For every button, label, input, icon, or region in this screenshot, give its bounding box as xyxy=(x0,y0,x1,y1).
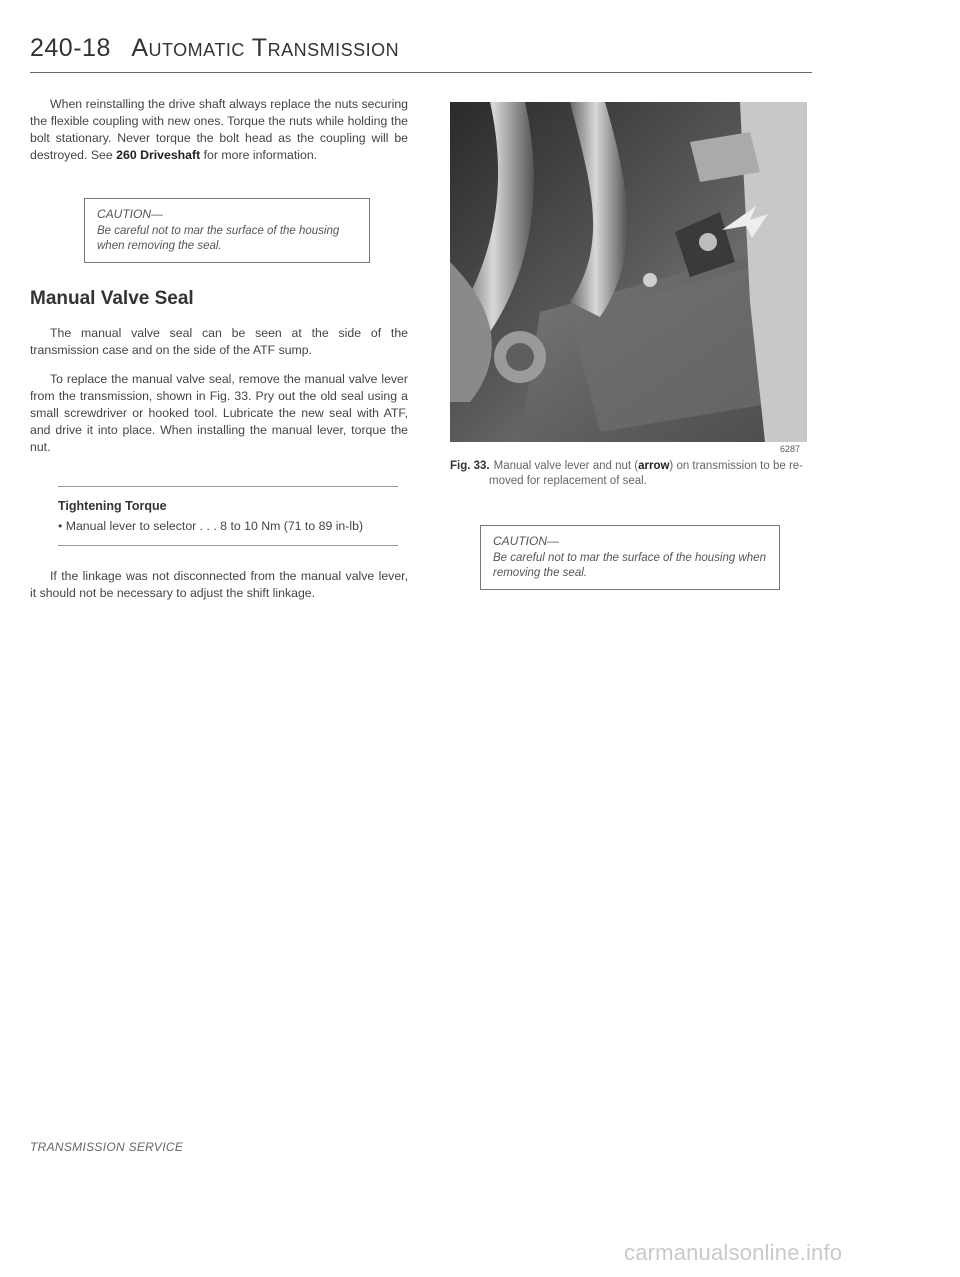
intro-block xyxy=(30,96,408,164)
intro-paragraph: When reinstalling the drive shaft always replace the nuts securing the flexible coupling with new ones. Torque the nuts while holding the bolt stationary. Never torque the bolt head as the coupling will be destroyed. See 260 Driveshaft for more information. xyxy=(30,97,408,162)
caution-text: Be careful not to mar the surface of the housing when removing the seal. xyxy=(493,552,766,579)
page-title: Automatic Transmission xyxy=(131,34,400,62)
caution-box-left xyxy=(84,198,370,263)
page-number: 240-18 xyxy=(30,34,111,62)
caution-box-right xyxy=(480,525,780,590)
torque-bottom-rule xyxy=(58,545,398,546)
figure-caption: Fig. 33. Manual valve lever and nut (arrow) on transmission to be re- moved for replacement of seal. xyxy=(450,460,804,487)
torque-top-rule xyxy=(58,486,398,487)
section-body xyxy=(30,325,408,468)
linkage-note xyxy=(30,568,408,602)
section-paragraph-1: The manual valve seal can be seen at the side of the transmission case and on the side of the ATF sump. xyxy=(30,326,408,357)
caution-title: CAUTION— xyxy=(493,534,559,548)
section-heading: Manual Valve Seal xyxy=(30,288,194,309)
torque-item: • Manual lever to selector . . . 8 to 10 Nm (71 to 89 in-lb) xyxy=(58,519,364,533)
figure-id: 6287 xyxy=(780,444,801,454)
linkage-paragraph: If the linkage was not disconnected from the manual valve lever, it should not be necessary to adjust the shift linkage. xyxy=(30,569,408,600)
section-paragraph-2: To replace the manual valve seal, remove the manual valve lever from the transmission, shown in Fig. 33. Pry out the old seal using a small screwdriver or hooked tool. Lubricate the new seal with ATF, and drive it into place. When installing the manual lever, torque the nut. xyxy=(30,372,408,454)
torque-title: Tightening Torque xyxy=(58,499,167,513)
transmission-photo-image xyxy=(450,102,807,442)
header-divider xyxy=(30,72,812,73)
caution-text: Be careful not to mar the surface of the housing when removing the seal. xyxy=(97,225,340,252)
figure-label: Fig. 33. xyxy=(450,460,490,472)
page-header xyxy=(30,34,810,63)
caption-arrow-word: arrow xyxy=(638,460,670,472)
torque-spec-box xyxy=(58,486,398,546)
driveshaft-reference: 260 Driveshaft xyxy=(116,148,201,162)
caution-title: CAUTION— xyxy=(97,207,163,221)
watermark: carmanualsonline.info xyxy=(624,1240,843,1265)
figure-photo xyxy=(450,102,807,442)
page-footer: TRANSMISSION SERVICE xyxy=(30,1140,184,1154)
